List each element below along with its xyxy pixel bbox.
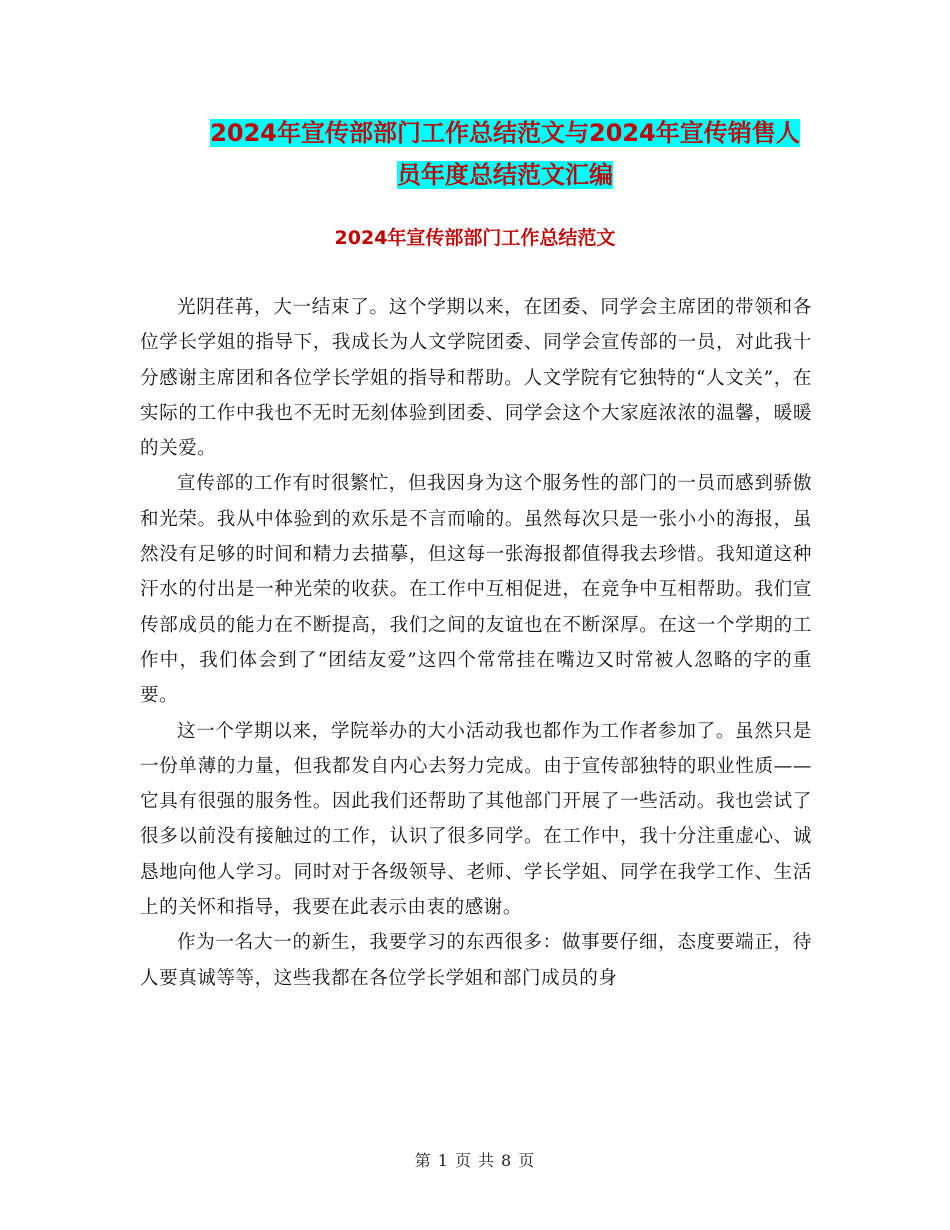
document-title (140, 112, 870, 196)
page-footer (0, 1148, 950, 1171)
footer-suffix: 页 (518, 1151, 536, 1170)
section-title: 2024年宣传部部门工作总结范文 (334, 227, 616, 249)
paragraph-1: 光阴荏苒，大一结束了。这个学期以来，在团委、同学会主席团的带领和各位学长学姐的指导下，我成长为人文学院团委、同学会宣传部的一员，对此我十分感谢主席团和各位学长学姐的指导和帮助。人文学院有它独特的“人文关”，在实际的工作中我也不无时无刻体验到团委、同学会这个大家庭浓浓的温馨，暖暖的关爱。 (140, 297, 812, 460)
title-line-2: 员年度总结范文汇编 (397, 161, 613, 189)
footer-middle: 页 共 (454, 1151, 496, 1170)
paragraph-4: 作为一名大一的新生，我要学习的东西很多：做事要仔细，态度要端正，待人要真诚等等，这些我都在各位学长学姐和部门成员的身 (140, 932, 812, 989)
paragraph-3: 这一个学期以来，学院举办的大小活动我也都作为工作者参加了。虽然只是一份单薄的力量，但我都发自内心去努力完成。由于宣传部独特的职业性质——它具有很强的服务性。因此我们还帮助了其他部门开展了一些活动。我也尝试了很多以前没有接触过的工作，认识了很多同学。在工作中，我十分注重虚心、诚恳地向他人学习。同时对于各级领导、老师、学长学姐、同学在我学工作、生活上的关怀和指导，我要在此表示由衷的感谢。 (140, 720, 812, 919)
paragraph-2: 宣传部的工作有时很繁忙，但我因身为这个服务性的部门的一员而感到骄傲和光荣。我从中体验到的欢乐是不言而喻的。虽然每次只是一张小小的海报，虽然没有足够的时间和精力去描摹，但这每一张海报都值得我去珍惜。我知道这种汗水的付出是一种光荣的收获。在工作中互相促进，在竞争中互相帮助。我们宣传部成员的能力在不断提高，我们之间的友谊也在不断深厚。在这一个学期的工作中，我们体会到了“团结友爱”这四个常常挂在嘴边又时常被人忽略的字的重要。 (140, 473, 812, 707)
document-body (140, 290, 812, 996)
footer-prefix: 第 (414, 1151, 432, 1170)
footer-page-number: 1 (437, 1151, 449, 1170)
title-line-1: 2024年宣传部部门工作总结范文与2024年宣传销售人 (210, 119, 800, 147)
footer-total-pages: 8 (501, 1151, 513, 1170)
